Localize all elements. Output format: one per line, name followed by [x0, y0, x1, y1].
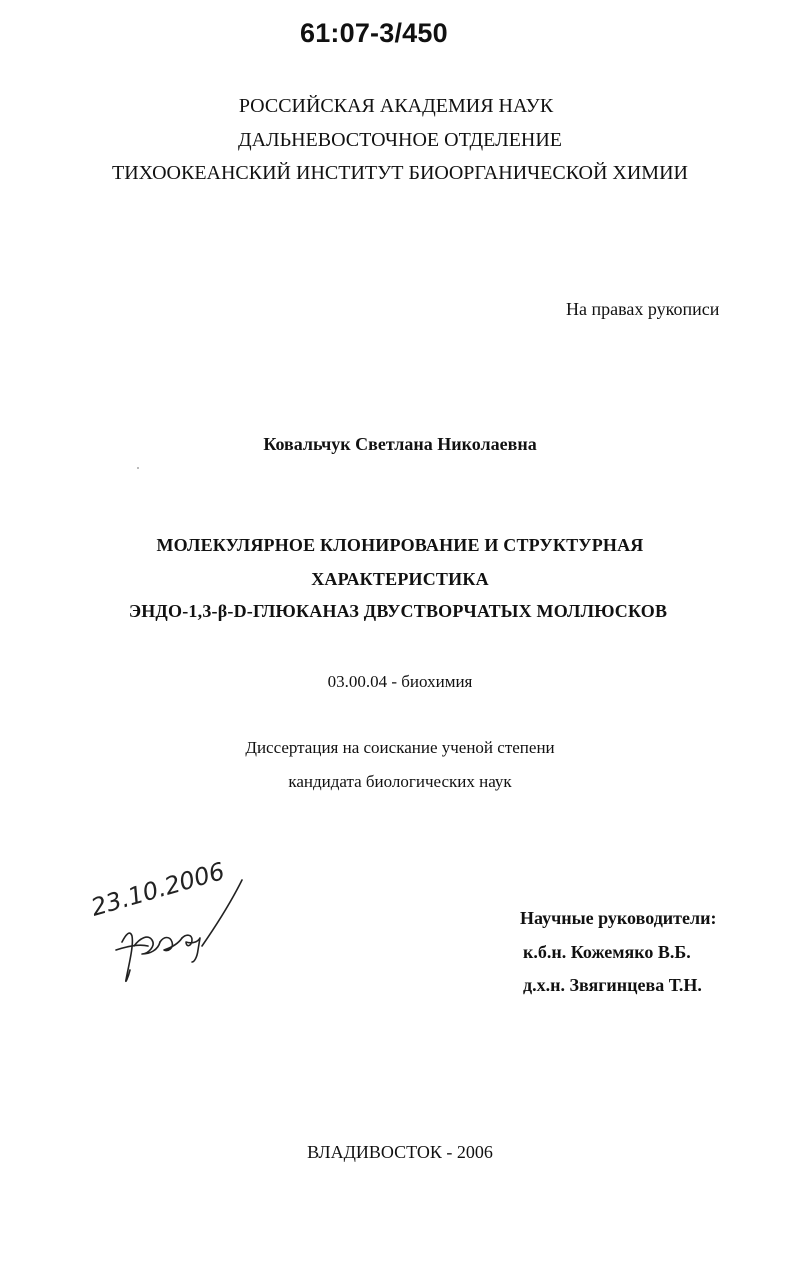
thesis-title-line-1: МОЛЕКУЛЯРНОЕ КЛОНИРОВАНИЕ И СТРУКТУРНАЯ: [156, 535, 644, 555]
manuscript-rights-note: На правах рукописи: [566, 299, 720, 319]
degree-line-2: кандидата биологических наук: [288, 772, 512, 791]
degree-line-1: Диссертация на соискание ученой степени: [245, 738, 555, 757]
author-name: Ковальчук Светлана Николаевна: [263, 434, 537, 454]
supervisor-1: к.б.н. Кожемяко В.Б.: [523, 942, 691, 962]
specialty-code: 03.00.04 - биохимия: [327, 672, 473, 691]
organization-line-2: ДАЛЬНЕВОСТОЧНОЕ ОТДЕЛЕНИЕ: [237, 129, 563, 151]
supervisor-2: д.х.н. Звягинцева Т.Н.: [523, 975, 702, 995]
organization-line-1: РОССИЙСКАЯ АКАДЕМИЯ НАУК: [238, 95, 554, 117]
city-year: ВЛАДИВОСТОК - 2006: [307, 1142, 493, 1162]
organization-line-3: ТИХООКЕАНСКИЙ ИНСТИТУТ БИООРГАНИЧЕСКОЙ ХИМИИ: [112, 162, 688, 184]
supervisors-heading: Научные руководители:: [520, 908, 717, 928]
handwritten-date-and-signature: [82, 850, 262, 990]
handwritten-date: 23.10.2006: [87, 856, 228, 922]
catalog-number: 61:07-3/450: [300, 18, 448, 48]
thesis-title-line-3: ЭНДО-1,3-β-D-ГЛЮКАНАЗ ДВУСТВОРЧАТЫХ МОЛЛЮСКОВ: [128, 601, 668, 621]
scan-speck: [137, 467, 139, 469]
thesis-title-line-2: ХАРАКТЕРИСТИКА: [311, 569, 489, 589]
